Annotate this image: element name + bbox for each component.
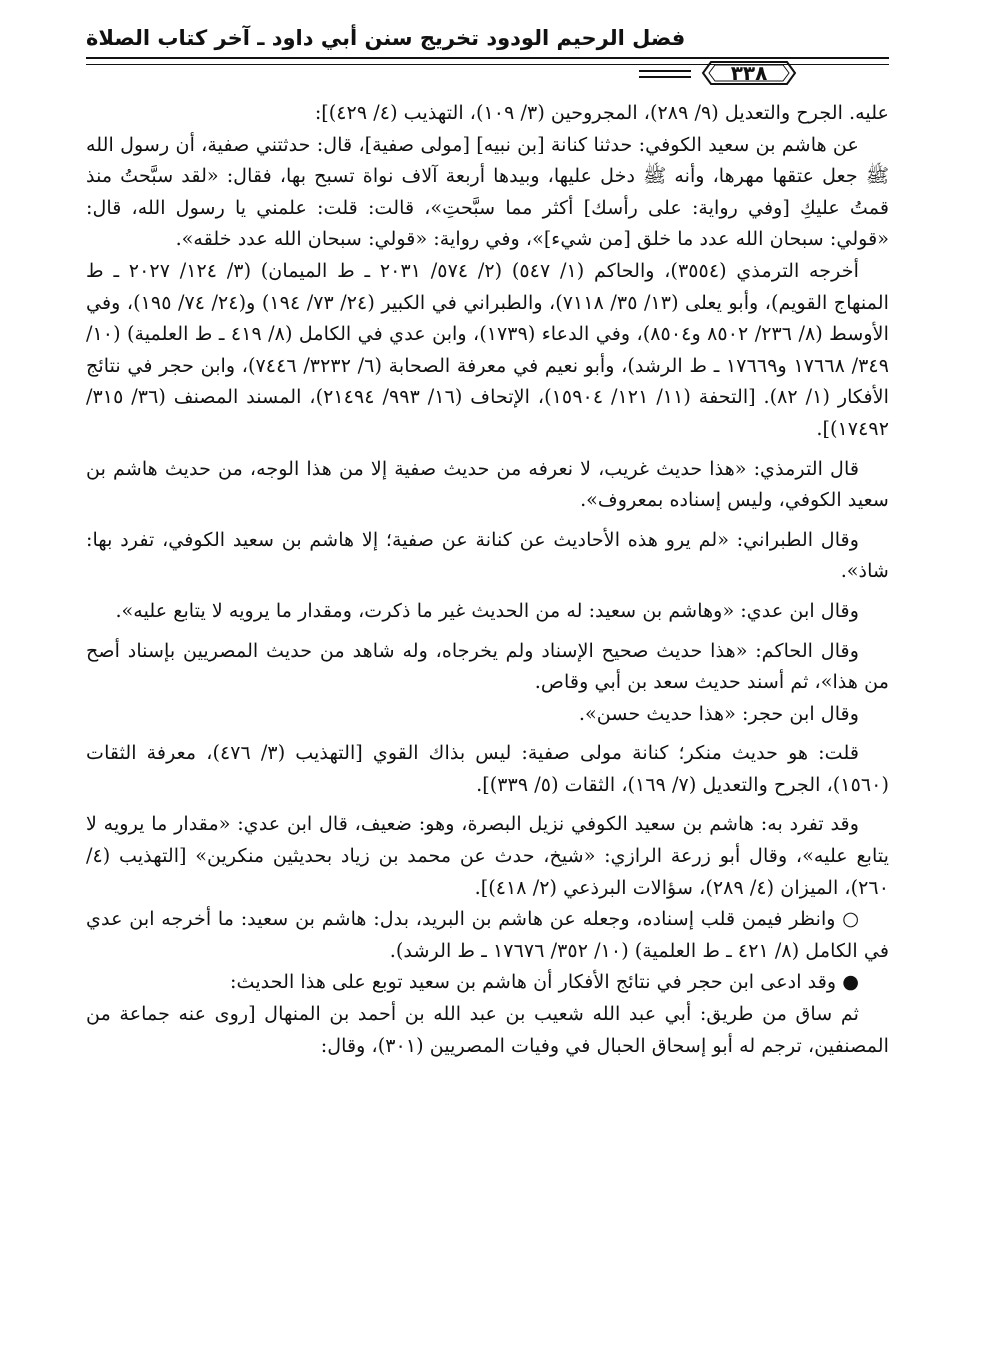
tabarani-quote: وقال الطبراني: «لم يرو هذه الأحاديث عن كنانة عن صفية؛ إلا هاشم بن سعيد الكوفي، تفرد بها: شاذ». <box>86 527 889 583</box>
ibn-adi-quote: وقال ابن عدي: «وهاشم بن سعيد: له من الحديث غير ما ذكرت، ومقدار ما يرويه لا يتابع عليه». <box>115 598 859 622</box>
ornament-line <box>639 70 691 72</box>
running-header <box>86 26 889 50</box>
running-title: فضل الرحيم الودود تخريج سنن أبي داود ـ آخر كتاب الصلاة <box>86 26 686 50</box>
circle-note: ○ وانظر فيمن قلب إسناده، وجعله عن هاشم بن البريد، بدل: هاشم بن سعيد: ما أخرجه ابن عدي في الكامل (٨/ ٤٢١ ـ ط العلمية) (١٠/ ٣٥٢/ ١٧٦٧٦ ـ ط الرشد). <box>86 907 889 962</box>
ornament-line <box>639 76 691 78</box>
paragraph-cont: عليه. الجرح والتعديل (٩/ ٢٨٩)، المجروحين (٣/ ١٠٩)، التهذيب (٤/ ٤٢٩)]: <box>314 101 889 124</box>
narrator-note: وقد تفرد به: هاشم بن سعيد الكوفي نزيل البصرة، وهو: ضعيف، قال ابن عدي: «مقدار ما يرويه لا يتابع عليه»، وقال أبو زرعة الرازي: «شيخ، حدث عن محمد بن زياد بحديثين منكرين» [التهذيب (٤/ ٢٦٠)، الميزان (٤/ ٢٨٩)، سؤالات البرذعي (٢/ ٤١٨)]. <box>86 812 889 899</box>
paragraph-final: ثم ساق من طريق: أبي عبد الله شعيب بن عبد الله بن أحمد بن المنهال [روى عنه جماعة من المصنفين، ترجم له أبو إسحاق الحبال في وفيات المصريين (٣٠١)، وقال: <box>86 1002 889 1057</box>
page-body <box>86 97 889 1061</box>
bullet-note: ● وقد ادعى ابن حجر في نتائج الأفكار أن هاشم بن سعيد توبع على هذا الحديث: <box>230 970 859 994</box>
page-number-frame <box>701 60 797 86</box>
hakim-quote: وقال الحاكم: «هذا حديث صحيح الإسناد ولم يخرجاه، وله شاهد من حديث المصريين بإسناد أصح من هذا»، ثم أسند حديث سعد بن أبي وقاص. <box>86 638 889 694</box>
ibn-hajar-quote: وقال ابن حجر: «هذا حديث حسن». <box>578 701 859 725</box>
tirmidhi-quote: قال الترمذي: «هذا حديث غريب، لا نعرفه من حديث صفية إلا من هذا الوجه، من حديث هاشم بن سعيد الكوفي، وليس إسناده بمعروف». <box>86 456 889 512</box>
page-number: ٣٣٨ <box>730 61 768 85</box>
takhrij-paragraph: أخرجه الترمذي (٣٥٥٤)، والحاكم (١/ ٥٤٧) (٢/ ٥٧٤/ ٢٠٣١ ـ ط الميمان) (٣/ ١٢٤/ ٢٠٢٧ ـ ط المنهاج القويم)، وأبو يعلى (١٣/ ٣٥/ ٧١١٨)، والطبراني في الكبير (٢٤/ ٧٣/ ١٩٤) و(٢٤/ ٧٤/ ١٩٥)، وفي الأوسط (٨/ ٢٣٦/ ٨٥٠٢ و٨٥٠٤)، وفي الدعاء (١٧٣٩)، وابن عدي في الكامل (٨/ ٤١٩ ـ ط العلمية) (١٠/ ٣٤٩/ ١٧٦٦٨ و١٧٦٦٩ ـ ط الرشد)، وأبو نعيم في معرفة الصحابة (٦/ ٣٢٣٢/ ٧٤٤٦)، وابن حجر في نتائج الأفكار (١/ ٨٢). [التحفة (١١/ ١٢١/ ١٥٩٠٤)، الإتحاف (١٦/ ٩٩٣/ ٢١٤٩٤)، المسند المصنف (٣٦/ ٣١٥/ ١٧٤٩٢)]. <box>86 258 889 440</box>
author-judgement: قلت: هو حديث منكر؛ كنانة مولى صفية: ليس بذاك القوي [التهذيب (٣/ ٤٧٦)، معرفة الثقات (١٥٦٠)، الجرح والتعديل (٧/ ١٦٩)، الثقات (٥/ ٣٣٩)]. <box>86 741 889 796</box>
page-number-ornament <box>639 60 889 90</box>
hadith-text: عن هاشم بن سعيد الكوفي: حدثنا كنانة [بن نبيه] [مولى صفية]، قال: حدثتني صفية، أن رسول الله ﷺ جعل عتقها مهرها، وأنه ﷺ دخل عليها، وبيدها أربعة آلاف نواة تسبح بها، فقال: «لقد سبَّحتُ منذ قمتُ عليكِ [وفي رواية: على رأسك] أكثر مما سبَّحتِ»، قالت: قلت: علمني يا رسول الله، قال: «قولي: سبحان الله عدد ما خلق [من شيء]»، وفي رواية: «قولي: سبحان الله عدد خلقه». <box>86 132 889 251</box>
